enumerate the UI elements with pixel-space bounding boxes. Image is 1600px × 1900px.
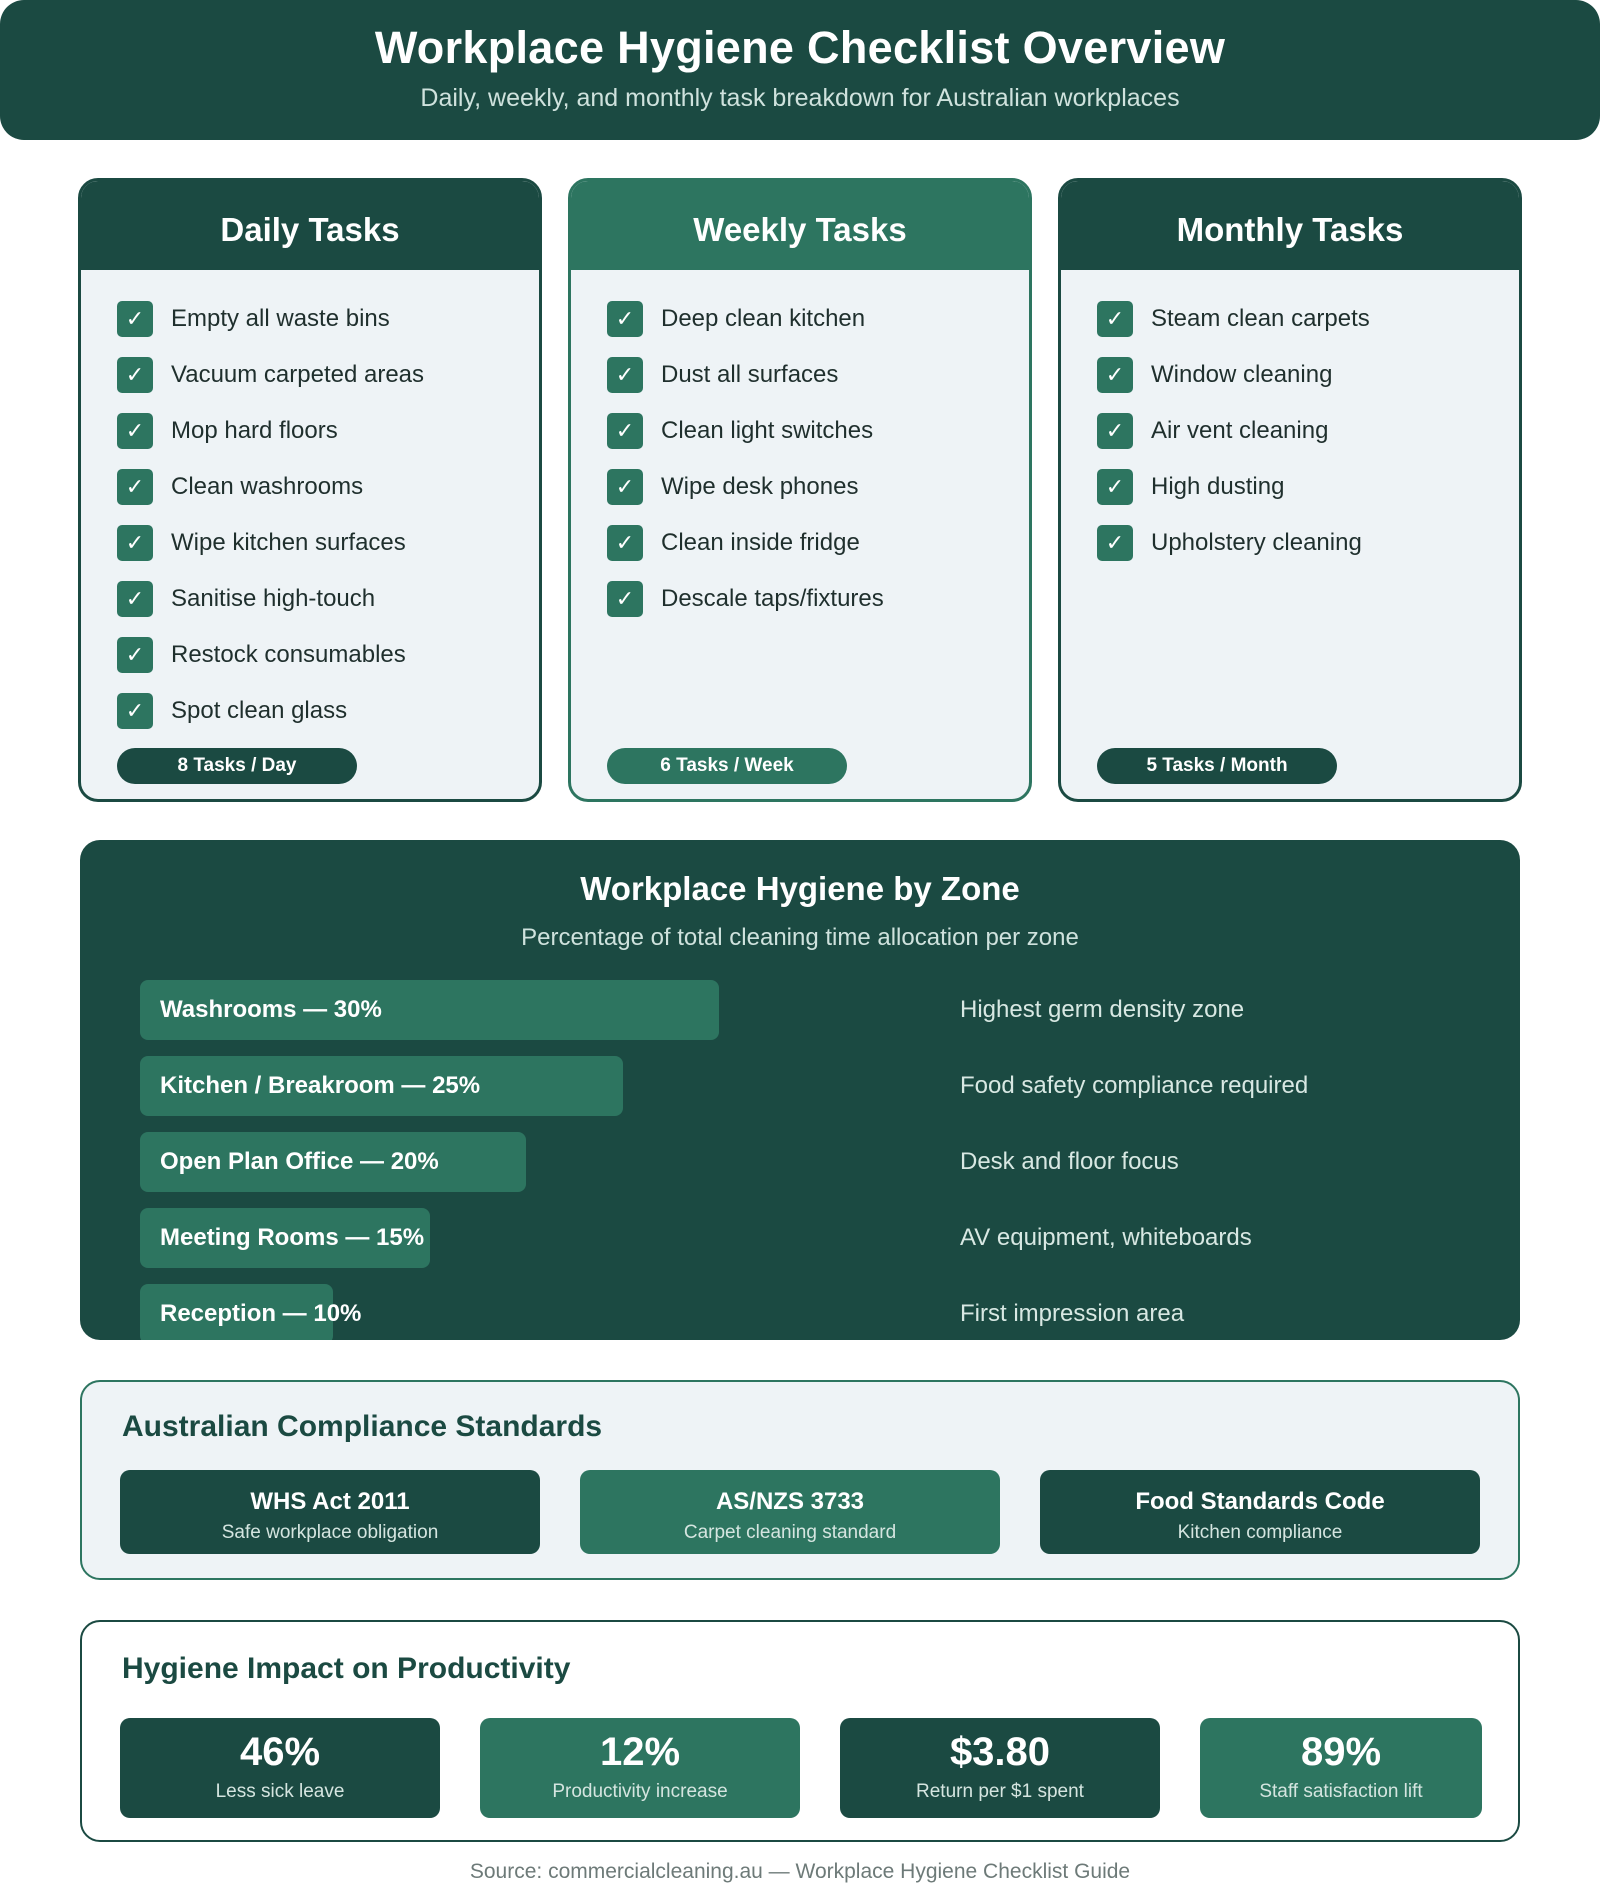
zone-bar-label: Open Plan Office — 20%	[160, 1148, 439, 1175]
checkmark-icon: ✓	[607, 581, 643, 617]
zone-description: Highest germ density zone	[960, 996, 1245, 1023]
page-subtitle: Daily, weekly, and monthly task breakdown for Australian workplaces	[420, 84, 1180, 112]
impact-section	[80, 1620, 1520, 1842]
page-title: Workplace Hygiene Checklist Overview	[374, 22, 1226, 73]
zone-bar-label: Meeting Rooms — 15%	[160, 1224, 425, 1251]
compliance-card	[1040, 1470, 1480, 1554]
weekly-task-item	[607, 525, 860, 561]
checkmark-icon: ✓	[607, 525, 643, 561]
daily-task-label: Mop hard floors	[171, 417, 338, 444]
checkmark-icon: ✓	[117, 581, 153, 617]
checkmark-icon: ✓	[117, 637, 153, 673]
zone-subtitle: Percentage of total cleaning time allocation per zone	[521, 924, 1079, 951]
weekly-task-item	[607, 413, 873, 449]
impact-title: Hygiene Impact on Productivity	[122, 1652, 571, 1685]
impact-stat-label: Less sick leave	[215, 1781, 345, 1802]
checkmark-icon: ✓	[607, 413, 643, 449]
compliance-card	[580, 1470, 1000, 1554]
weekly-task-item	[607, 581, 884, 617]
daily-task-item	[117, 413, 338, 449]
checkmark-icon: ✓	[117, 301, 153, 337]
checkmark-icon: ✓	[117, 357, 153, 393]
source-footer: Source: commercialcleaning.au — Workplace Hygiene Checklist Guide	[469, 1860, 1131, 1883]
checkmark-icon: ✓	[117, 693, 153, 729]
weekly-task-item	[607, 301, 865, 337]
weekly-tasks-title: Weekly Tasks	[571, 181, 1029, 270]
daily-task-item	[117, 525, 406, 561]
monthly-task-item	[1097, 413, 1328, 449]
impact-stat	[480, 1718, 800, 1818]
checkmark-icon: ✓	[117, 525, 153, 561]
daily-tasks-card	[78, 178, 542, 802]
daily-task-item	[117, 581, 375, 617]
weekly-task-label: Dust all surfaces	[661, 361, 839, 388]
daily-task-label: Vacuum carpeted areas	[171, 361, 425, 388]
impact-stat-value: 89%	[1300, 1730, 1382, 1774]
impact-stat-label: Staff satisfaction lift	[1259, 1781, 1423, 1802]
daily-tasks-title: Daily Tasks	[81, 181, 539, 270]
impact-stat	[1200, 1718, 1482, 1818]
zone-bar-label: Reception — 10%	[160, 1300, 362, 1327]
monthly-task-item	[1097, 469, 1284, 505]
impact-stat-value: $3.80	[949, 1730, 1051, 1774]
zone-bar-label: Washrooms — 30%	[160, 996, 382, 1023]
weekly-task-label: Clean inside fridge	[661, 529, 860, 556]
impact-stat-label: Productivity increase	[552, 1781, 728, 1802]
daily-task-label: Spot clean glass	[171, 697, 348, 724]
monthly-task-item	[1097, 525, 1362, 561]
checkmark-icon: ✓	[117, 469, 153, 505]
monthly-task-label: High dusting	[1151, 473, 1285, 500]
zone-description: Food safety compliance required	[960, 1072, 1309, 1099]
compliance-card-title: AS/NZS 3733	[715, 1488, 865, 1515]
weekly-count-badge: 6 Tasks / Week	[607, 748, 847, 784]
daily-task-item	[117, 693, 347, 729]
zone-description: First impression area	[960, 1300, 1185, 1327]
daily-task-item	[117, 357, 424, 393]
impact-stat-value: 12%	[599, 1730, 681, 1774]
compliance-card	[120, 1470, 540, 1554]
weekly-task-label: Clean light switches	[661, 417, 874, 444]
zone-bar-label: Kitchen / Breakroom — 25%	[160, 1072, 481, 1099]
monthly-task-label: Air vent cleaning	[1151, 417, 1329, 444]
compliance-title: Australian Compliance Standards	[122, 1410, 603, 1443]
monthly-task-item	[1097, 357, 1332, 393]
weekly-tasks-card	[568, 178, 1032, 802]
monthly-task-label: Upholstery cleaning	[1151, 529, 1362, 556]
checkmark-icon: ✓	[117, 413, 153, 449]
monthly-count-badge: 5 Tasks / Month	[1097, 748, 1337, 784]
impact-stat-value: 46%	[239, 1730, 321, 1774]
task-cards	[78, 178, 1522, 802]
daily-task-label: Empty all waste bins	[171, 305, 390, 332]
weekly-task-item	[607, 469, 858, 505]
zone-description: AV equipment, whiteboards	[960, 1224, 1252, 1251]
weekly-task-item	[607, 357, 838, 393]
compliance-card-subtitle: Safe workplace obligation	[221, 1522, 439, 1543]
monthly-task-item	[1097, 301, 1370, 337]
compliance-card-subtitle: Kitchen compliance	[1177, 1522, 1343, 1543]
checkmark-icon: ✓	[1097, 525, 1133, 561]
zone-title: Workplace Hygiene by Zone	[580, 870, 1020, 907]
checkmark-icon: ✓	[607, 301, 643, 337]
monthly-task-label: Window cleaning	[1151, 361, 1333, 388]
monthly-tasks-title: Monthly Tasks	[1061, 181, 1519, 270]
impact-stat	[840, 1718, 1160, 1818]
checkmark-icon: ✓	[1097, 413, 1133, 449]
daily-count-badge: 8 Tasks / Day	[117, 748, 357, 784]
zone-description: Desk and floor focus	[960, 1148, 1179, 1175]
daily-task-item	[117, 301, 390, 337]
impact-stat-label: Return per $1 spent	[916, 1781, 1084, 1802]
daily-task-label: Wipe kitchen surfaces	[171, 529, 406, 556]
weekly-task-label: Descale taps/fixtures	[661, 585, 884, 612]
compliance-card-subtitle: Carpet cleaning standard	[683, 1522, 897, 1543]
compliance-section	[80, 1380, 1520, 1580]
daily-task-label: Restock consumables	[171, 641, 406, 668]
weekly-task-label: Deep clean kitchen	[661, 305, 866, 332]
daily-task-item	[117, 469, 363, 505]
page-header	[0, 0, 1600, 140]
daily-task-label: Sanitise high-touch	[171, 585, 376, 612]
checkmark-icon: ✓	[1097, 301, 1133, 337]
compliance-card-title: Food Standards Code	[1135, 1488, 1385, 1515]
checkmark-icon: ✓	[607, 469, 643, 505]
weekly-task-label: Wipe desk phones	[661, 473, 859, 500]
impact-stat	[120, 1718, 440, 1818]
checkmark-icon: ✓	[1097, 469, 1133, 505]
compliance-card-title: WHS Act 2011	[250, 1488, 410, 1515]
zone-panel	[80, 840, 1520, 1340]
monthly-task-label: Steam clean carpets	[1151, 305, 1370, 332]
daily-task-item	[117, 637, 406, 673]
checkmark-icon: ✓	[1097, 357, 1133, 393]
daily-task-label: Clean washrooms	[171, 473, 364, 500]
monthly-tasks-card	[1058, 178, 1522, 802]
checkmark-icon: ✓	[607, 357, 643, 393]
